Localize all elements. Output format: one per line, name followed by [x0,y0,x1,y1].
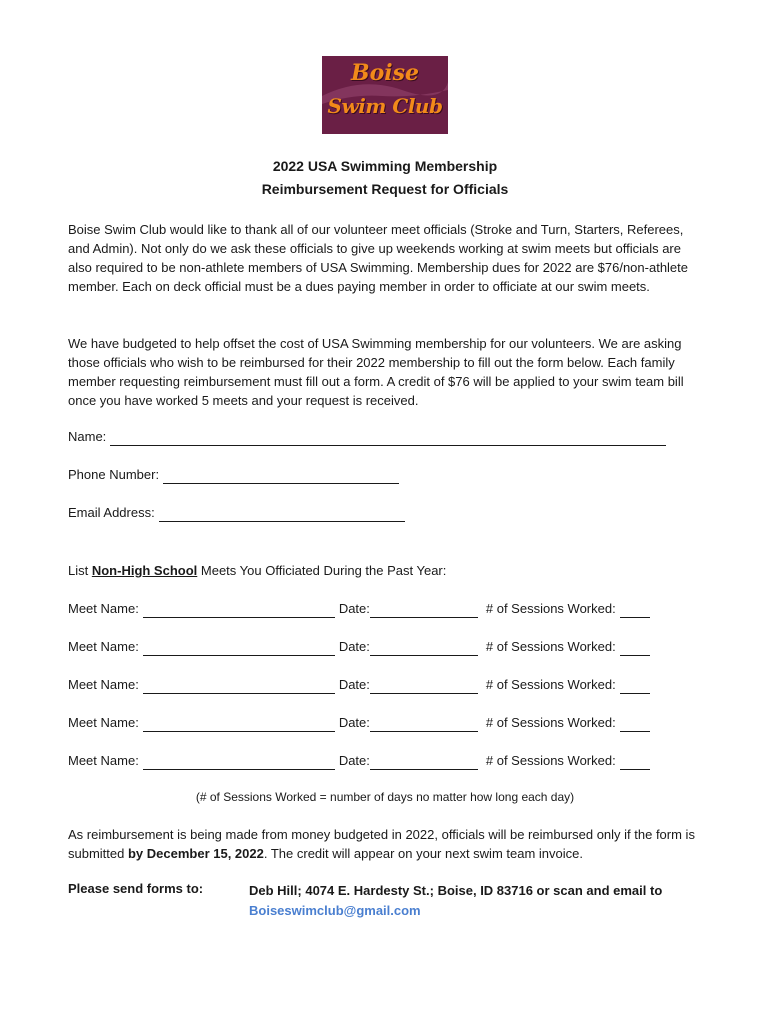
meet-name-input-line[interactable] [143,717,335,732]
meets-heading-prefix: List [68,563,92,578]
meet-row [68,752,650,770]
closing-deadline: by December 15, 2022 [127,846,264,861]
meet-name-label: Meet Name: [68,601,139,616]
meet-name-label: Meet Name: [68,753,139,768]
sessions-label: # of Sessions Worked: [485,753,616,768]
sessions-label: # of Sessions Worked: [485,677,616,692]
date-input-line[interactable] [370,603,478,618]
name-label: Name: [68,429,107,444]
logo-line-1: Boise [350,60,419,86]
send-forms-label: Please send forms to: [68,881,204,896]
date-label: Date: [338,639,370,654]
logo-line-2: Swim Club [327,94,443,118]
meet-name-label: Meet Name: [68,639,139,654]
phone-label: Phone Number: [68,467,160,482]
meet-name-label: Meet Name: [68,677,139,692]
sessions-label: # of Sessions Worked: [485,715,616,730]
meets-heading-suffix: Meets You Officiated During the Past Year: [197,563,447,578]
closing-paragraph [68,825,708,863]
meet-name-input-line[interactable] [143,679,335,694]
phone-input-line[interactable] [163,469,399,484]
meet-row [68,638,650,656]
date-input-line[interactable] [370,641,478,656]
meet-name-label: Meet Name: [68,715,139,730]
date-label: Date: [338,715,370,730]
sessions-label: # of Sessions Worked: [485,639,616,654]
sessions-input-line[interactable] [620,717,650,732]
boise-swim-club-logo [322,56,448,134]
name-field-row [68,428,666,446]
send-email-link[interactable]: Boiseswimclub@gmail.com [249,903,421,918]
page-title-line-1: 2022 USA Swimming Membership [272,158,498,174]
name-input-line[interactable] [110,431,666,446]
send-forms-address-block [249,881,662,921]
intro-paragraph-2: We have budgeted to help offset the cost of USA Swimming membership for our volunteers. We are asking those officials who wish to be reimbursed for their 2022 membership to fill out the form below. Each family member requesting reimbursement must fill out a form. A credit of $76 will be applied to your swim team bill once you have worked 5 meets and your request is received. [68,336,684,408]
sessions-input-line[interactable] [620,679,650,694]
page-title-line-2: Reimbursement Request for Officials [261,181,509,197]
send-address: Deb Hill; 4074 E. Hardesty St.; Boise, ID 83716 or scan and email to [249,883,663,898]
date-input-line[interactable] [370,717,478,732]
intro-paragraph-1: Boise Swim Club would like to thank all of our volunteer meet officials (Stroke and Turn, Starters, Referees, and Admin). Not only do we ask these officials to give up weekends working at swim meets but officials are also required to be non-athlete members of USA Swimming. Membership dues for 2022 are $76/non-athlete member. Each on deck official must be a dues paying member in order to officiate at our swim meets. [68,222,689,294]
date-label: Date: [338,677,370,692]
meet-name-input-line[interactable] [143,603,335,618]
sessions-label: # of Sessions Worked: [485,601,616,616]
date-input-line[interactable] [370,755,478,770]
phone-field-row [68,466,399,484]
sessions-note: (# of Sessions Worked = number of days no matter how long each day) [195,790,575,804]
closing-part-1: As reimbursement is being made from money budgeted in 2022, officials will be reimbursed only if the form is submitted [68,827,695,861]
sessions-input-line[interactable] [620,755,650,770]
meets-heading [68,562,446,580]
email-field-row [68,504,405,522]
sessions-input-line[interactable] [620,603,650,618]
meet-row [68,676,650,694]
email-input-line[interactable] [159,507,405,522]
closing-part-2: . The credit will appear on your next swim team invoice. [263,846,583,861]
meet-name-input-line[interactable] [143,755,335,770]
date-input-line[interactable] [370,679,478,694]
date-label: Date: [338,753,370,768]
sessions-input-line[interactable] [620,641,650,656]
meet-row [68,714,650,732]
date-label: Date: [338,601,370,616]
meet-row [68,600,650,618]
meet-name-input-line[interactable] [143,641,335,656]
meets-heading-emphasis: Non-High School [91,563,198,578]
email-label: Email Address: [68,505,155,520]
